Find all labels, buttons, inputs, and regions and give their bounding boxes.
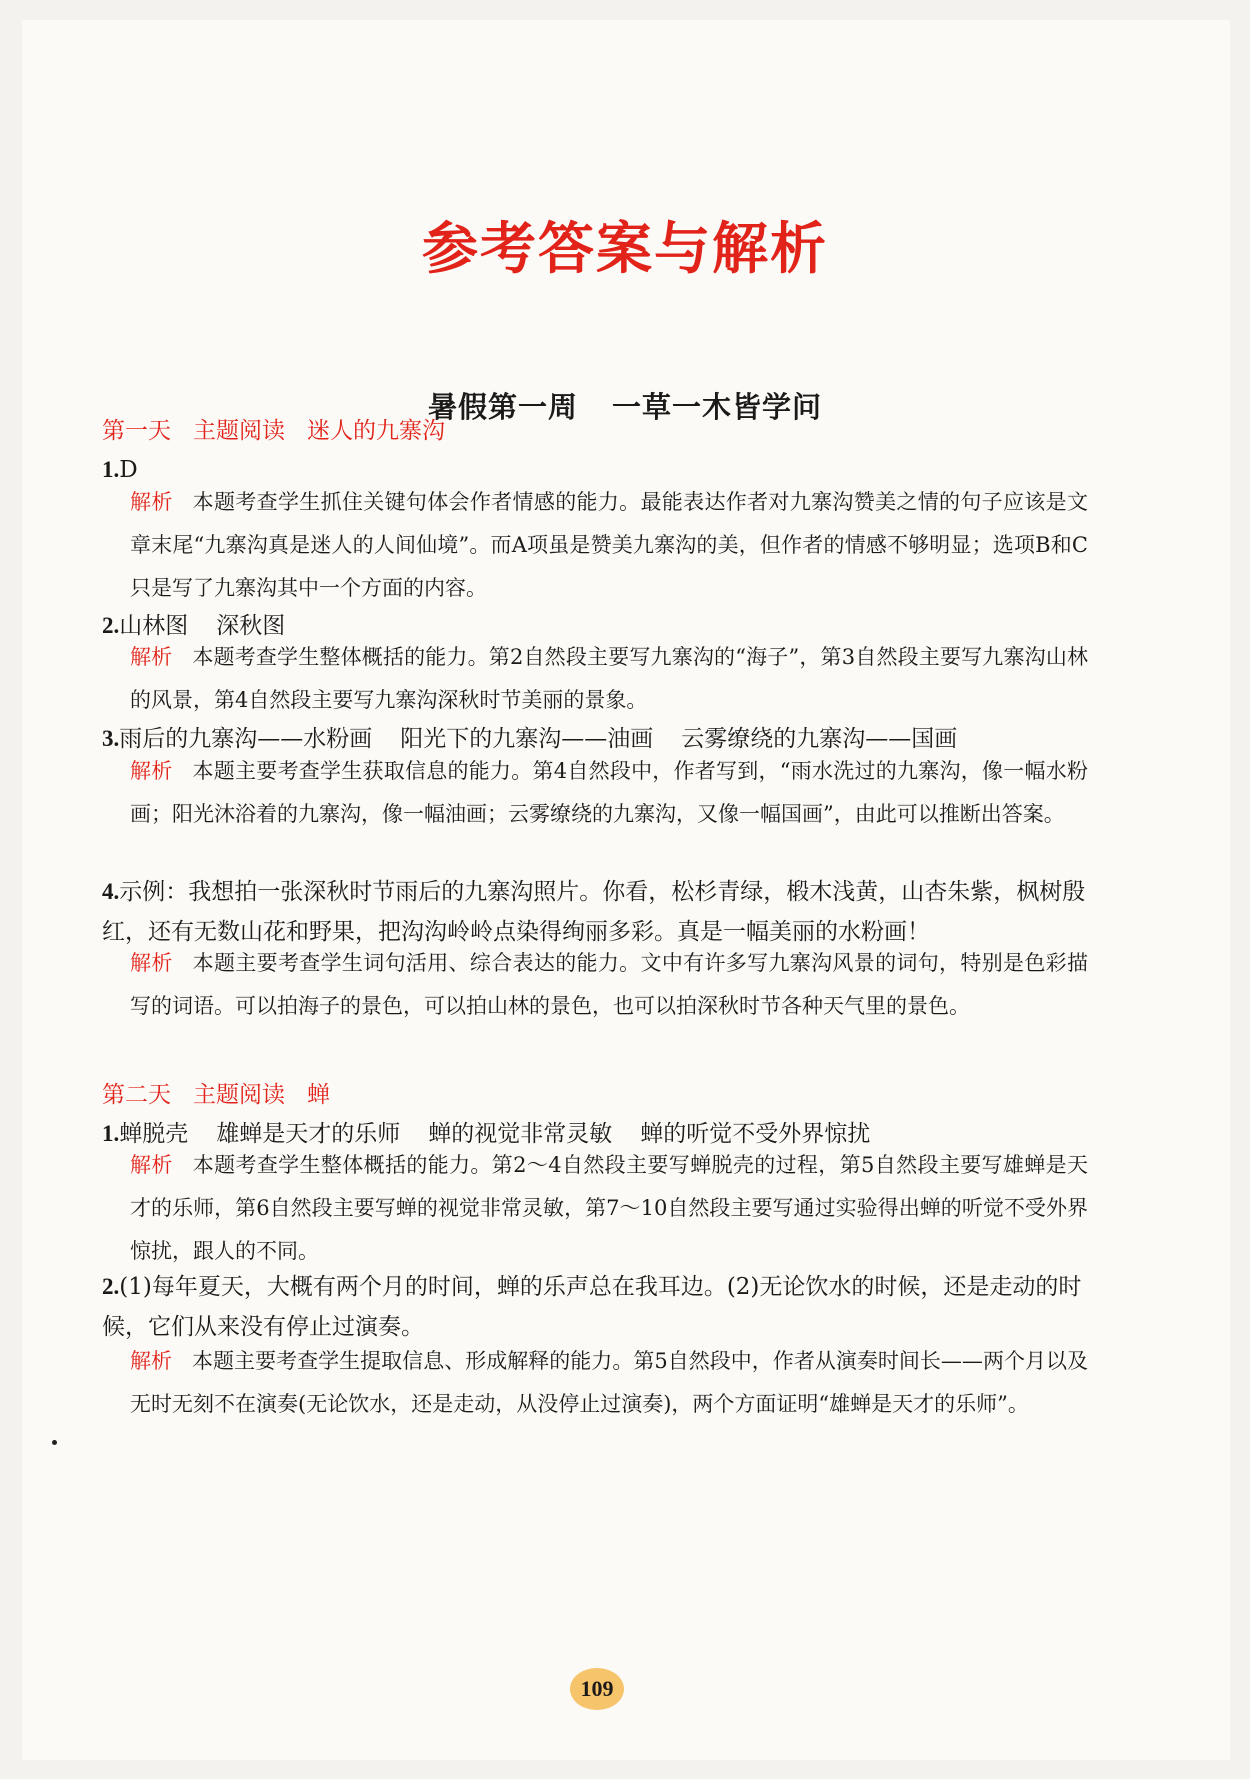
article-title: 迷人的九寨沟 [307,418,445,444]
section-heading-day2 [102,1076,330,1109]
question-number: 1. [102,457,120,482]
topic-label: 主题阅读 [193,418,285,444]
analysis-1 [130,481,1088,610]
week-title-left: 暑假第一周 [427,390,578,424]
answer-part: 蝉的听觉不受外界惊扰 [640,1121,871,1147]
question-number: 2. [102,1274,120,1299]
answer: (1)每年夏天，大概有两个月的时间，蝉的乐声总在我耳边。(2)无论饮水的时候，还是走动的时候，它们从来没有停止过演奏。 [102,1274,1082,1340]
analysis-3 [130,750,1088,836]
answer-part: 雨后的九寨沟——水粉画 [119,726,373,752]
stray-dot [52,1440,57,1445]
answer-part: 雄蝉是天才的乐师 [216,1121,401,1147]
question-number: 4. [102,879,120,904]
analysis-label: 解析 [130,759,173,783]
analysis-label: 解析 [130,1349,173,1373]
analysis-text: 本题主要考查学生词句活用、综合表达的能力。文中有许多写九寨沟风景的词句，特别是色彩描写的词语。可以拍海子的景色，可以拍山林的景色，也可以拍深秋时节各种天气里的景色。 [130,951,1089,1018]
article-title: 蝉 [307,1082,330,1108]
answer-part: 蝉的视觉非常灵敏 [428,1121,613,1147]
answer-part: 蝉脱壳 [119,1121,189,1147]
answer-part: 云雾缭绕的九寨沟——国画 [681,726,958,752]
analysis-5 [130,1144,1088,1273]
analysis-text: 本题考查学生整体概括的能力。第2自然段主要写九寨沟的“海子”，第3自然段主要写九寨沟山林的风景，第4自然段主要写九寨沟深秋时节美丽的景象。 [130,645,1088,712]
analysis-4 [130,942,1088,1028]
week-title-right: 一草一木皆学问 [612,390,823,424]
page-number: 109 [570,1668,624,1710]
analysis-label: 解析 [130,951,173,975]
analysis-6 [130,1340,1088,1426]
section-heading-day1 [102,412,445,445]
answer: 示例：我想拍一张深秋时节雨后的九寨沟照片。你看，松杉青绿，椴木浅黄，山杏朱紫，枫树殷红，还有无数山花和野果，把沟沟岭岭点染得绚丽多彩。真是一幅美丽的水粉画！ [102,879,1086,945]
question-6 [102,1267,1092,1347]
answer-part: 深秋图 [216,613,286,639]
analysis-text: 本题考查学生抓住关键句体会作者情感的能力。最能表达作者对九寨沟赞美之情的句子应该是文章末尾“九寨沟真是迷人的人间仙境”。而A项虽是赞美九寨沟的美，但作者的情感不够明显；选项B和C只是写了九寨沟其中一个方面的内容。 [130,490,1089,600]
question-number: 1. [102,1121,120,1146]
page-title: 参考答案与解析 [422,216,828,282]
answer: D [119,457,138,483]
topic-label: 主题阅读 [193,1082,285,1108]
day-label: 第一天 [102,418,171,444]
day-label: 第二天 [102,1082,171,1108]
answer-part: 阳光下的九寨沟——油画 [400,726,654,752]
analysis-text: 本题主要考查学生提取信息、形成解释的能力。第5自然段中，作者从演奏时间长——两个月以及无时无刻不在演奏(无论饮水，还是走动，从没停止过演奏)，两个方面证明“雄蝉是天才的乐师”。 [130,1349,1088,1416]
analysis-text: 本题主要考查学生获取信息的能力。第4自然段中，作者写到，“雨水洗过的九寨沟，像一幅水粉画；阳光沐浴着的九寨沟，像一幅油画；云雾缭绕的九寨沟，又像一幅国画”，由此可以推断出答案。 [130,759,1089,826]
question-4 [102,872,1092,952]
analysis-label: 解析 [130,645,173,669]
answer-part: 山林图 [119,613,189,639]
question-number: 3. [102,726,120,751]
analysis-label: 解析 [130,490,173,514]
analysis-2 [130,636,1088,722]
analysis-label: 解析 [130,1153,173,1177]
question-number: 2. [102,613,120,638]
analysis-text: 本题考查学生整体概括的能力。第2～4自然段主要写蝉脱壳的过程，第5自然段主要写雄蝉是天才的乐师，第6自然段主要写蝉的视觉非常灵敏，第7～10自然段主要写通过实验得出蝉的听觉不受外界惊扰，跟人的不同。 [130,1153,1088,1263]
